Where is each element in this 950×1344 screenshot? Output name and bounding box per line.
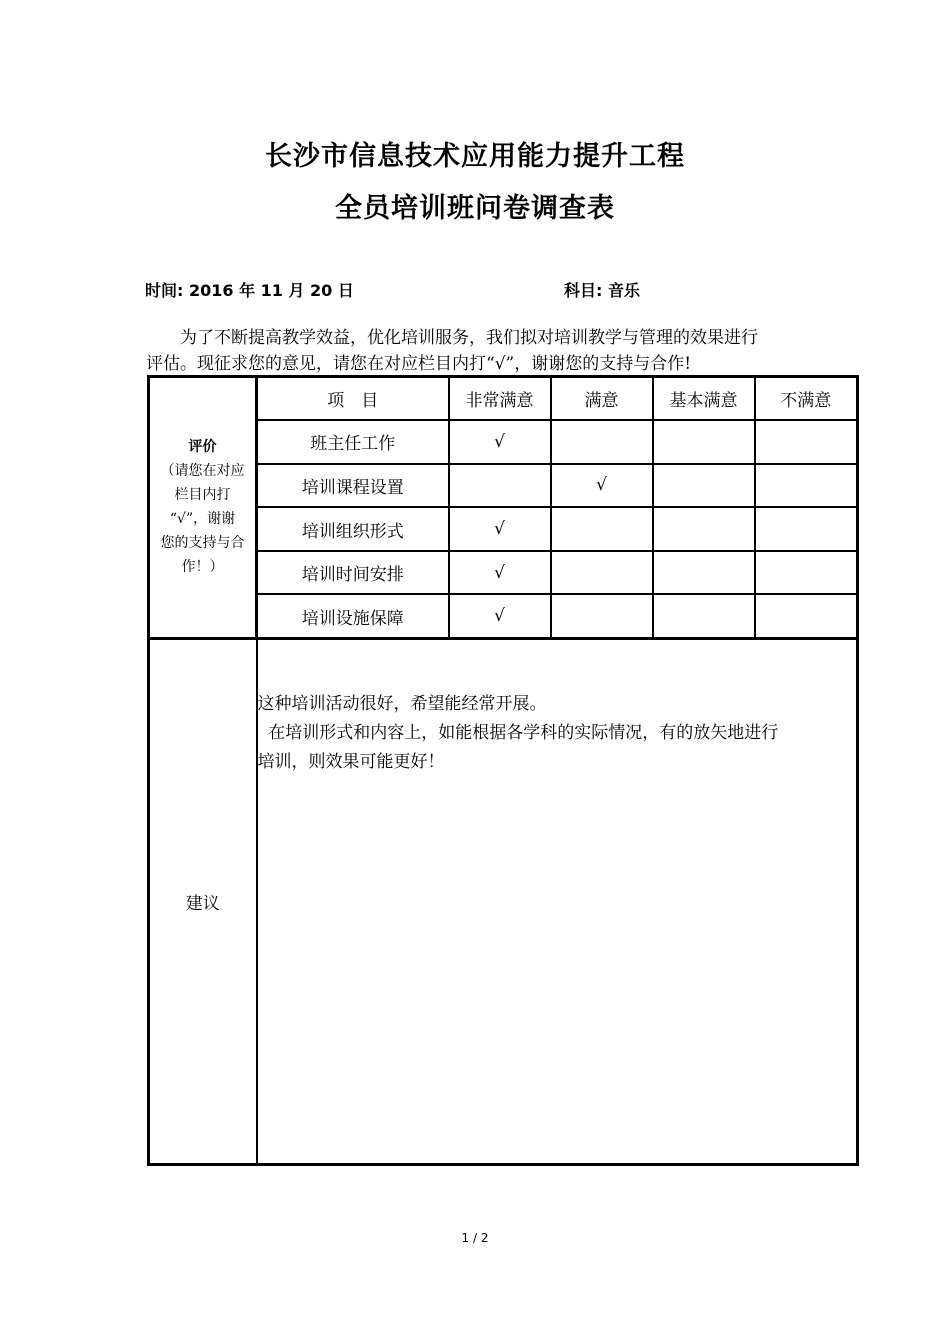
check-cell[interactable] <box>449 464 551 508</box>
survey-subject: 科目: 音乐 <box>564 281 640 300</box>
row-item: 培训设施保障 <box>257 594 449 638</box>
check-cell[interactable] <box>755 420 858 464</box>
header-satisfied: 满意 <box>551 377 653 421</box>
page-number: 1 / 2 <box>461 1231 489 1245</box>
row-item: 培训组织形式 <box>257 507 449 551</box>
check-cell[interactable] <box>551 594 653 638</box>
evaluation-note-line: 栏目内打 <box>174 487 231 504</box>
document-title: 长沙市信息技术应用能力提升工程 <box>265 141 685 172</box>
check-cell[interactable] <box>551 551 653 595</box>
check-cell[interactable]: √ <box>449 507 551 551</box>
suggestion-line: 培训，则效果可能更好！ <box>257 751 445 772</box>
survey-table <box>147 375 859 1166</box>
check-cell[interactable]: √ <box>449 551 551 595</box>
suggestion-row <box>149 638 858 1164</box>
evaluation-note-line: （请您在对应 <box>160 463 245 480</box>
evaluation-note-line: 作！） <box>181 559 224 576</box>
check-cell[interactable] <box>653 551 755 595</box>
header-very-satisfied: 非常满意 <box>449 377 551 421</box>
evaluation-heading: 评价 <box>188 439 217 456</box>
check-cell[interactable] <box>653 507 755 551</box>
check-cell[interactable] <box>551 507 653 551</box>
row-item: 培训时间安排 <box>257 551 449 595</box>
row-item: 培训课程设置 <box>257 464 449 508</box>
suggestion-label: 建议 <box>149 638 257 1164</box>
suggestion-line: 这种培训活动很好，希望能经常开展。 <box>257 693 547 714</box>
row-item: 班主任工作 <box>257 420 449 464</box>
check-cell[interactable]: √ <box>449 594 551 638</box>
suggestion-field[interactable] <box>257 638 858 1164</box>
evaluation-label-cell <box>149 377 257 639</box>
check-cell[interactable]: √ <box>449 420 551 464</box>
header-basically-satisfied: 基本满意 <box>653 377 755 421</box>
document-subtitle: 全员培训班问卷调查表 <box>335 193 615 224</box>
header-row <box>149 377 858 421</box>
check-cell[interactable] <box>755 594 858 638</box>
check-cell[interactable] <box>755 551 858 595</box>
check-cell[interactable]: √ <box>551 464 653 508</box>
evaluation-note-line: “√”，谢谢 <box>169 511 236 528</box>
check-cell[interactable] <box>755 464 858 508</box>
check-cell[interactable] <box>653 594 755 638</box>
header-dissatisfied: 不满意 <box>755 377 858 421</box>
check-cell[interactable] <box>755 507 858 551</box>
evaluation-note-line: 您的支持与合 <box>160 535 245 552</box>
check-cell[interactable] <box>551 420 653 464</box>
header-item: 项 目 <box>257 377 449 421</box>
survey-date: 时间: 2016 年 11 月 20 日 <box>145 281 354 300</box>
check-cell[interactable] <box>653 420 755 464</box>
check-cell[interactable] <box>653 464 755 508</box>
suggestion-line: 在培训形式和内容上，如能根据各学科的实际情况，有的放矢地进行 <box>257 722 779 743</box>
intro-line-1: 为了不断提高教学效益，优化培训服务，我们拟对培训教学与管理的效果进行 <box>180 328 758 348</box>
intro-line-2: 评估。现征求您的意见，请您在对应栏目内打“√”，谢谢您的支持与合作! <box>146 354 692 374</box>
